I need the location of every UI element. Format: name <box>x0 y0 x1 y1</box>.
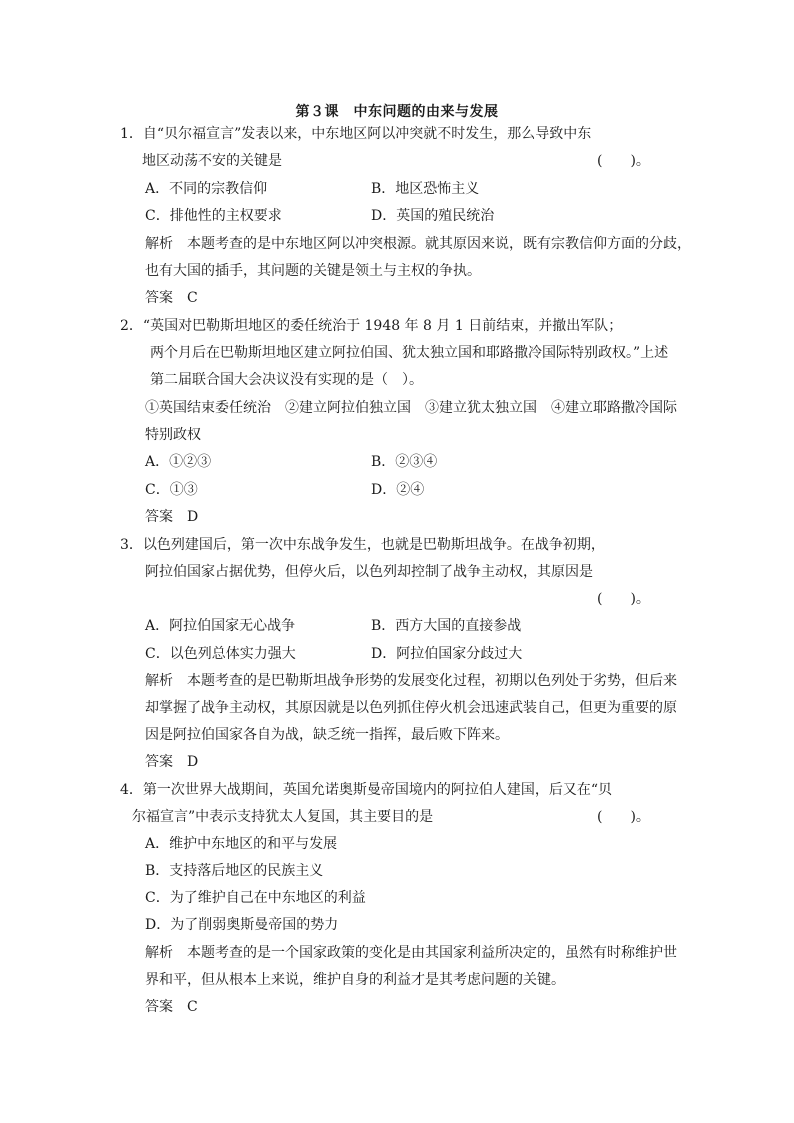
q4-analysis-line1: 解析 本题考查的是一个国家政策的变化是由其国家利益所决定的，虽然有时称维护世 <box>145 945 677 961</box>
q4-option-d: D．为了削弱奥斯曼帝国的势力 <box>145 917 339 933</box>
q3-stem-line2: 阿拉伯国家占据优势，但停火后，以色列却控制了战争主动权，其原因是 <box>145 564 593 580</box>
q2-option-b: B．②③④ <box>371 454 438 470</box>
q2-stem-line3: 第二届联合国大会决议没有实现的是（ ）。 <box>150 372 423 388</box>
q3-analysis-line1: 解析 本题考查的是巴勒斯坦战争形势的发展变化过程，初期以色列处于劣势，但后来 <box>145 673 677 689</box>
q2-option-c: C．①③ <box>145 482 198 498</box>
q3-answer-blank: ( )。 <box>597 591 650 607</box>
q3-option-c: C．以色列总体实力强大 <box>145 646 296 662</box>
q1-option-b: B．地区恐怖主义 <box>371 181 480 197</box>
q3-option-b: B．西方大国的直接参战 <box>371 618 522 634</box>
q4-option-b: B．支持落后地区的民族主义 <box>145 863 324 879</box>
q1-answer-blank: ( )。 <box>597 153 650 169</box>
q3-analysis-line2: 却掌握了战争主动权，其原因就是以色列抓住停火机会迅速武装自己，但更为重要的原 <box>145 700 677 716</box>
q3-stem-line1: 3．以色列建国后，第一次中东战争发生，也就是巴勒斯坦战争。在战争初期， <box>120 537 605 553</box>
q3-option-d: D．阿拉伯国家分歧过大 <box>371 646 523 662</box>
q2-answer: 答案 D <box>145 509 199 525</box>
q1-analysis-line1: 解析 本题考查的是中东地区阿以冲突根源。就其原因来说，既有宗教信仰方面的分歧， <box>145 236 691 252</box>
q2-items-line1: ①英国结束委任统治 ②建立阿拉伯独立国 ③建立犹太独立国 ④建立耶路撒冷国际 <box>145 400 677 416</box>
q4-option-c: C．为了维护自己在中东地区的利益 <box>145 890 366 906</box>
q4-stem-line2: 尔福宣言”中表示支持犹太人复国，其主要目的是 <box>132 809 434 825</box>
q2-stem-line1: 2．“英国对巴勒斯坦地区的委任统治于 1948 年 8 月 1 日前结束，并撤出军队； <box>120 318 623 334</box>
q1-answer: 答案 C <box>145 290 198 306</box>
q1-stem-line1: 1．自“贝尔福宣言”发表以来，中东地区阿以冲突就不时发生，那么导致中东 <box>120 126 592 142</box>
q4-stem-line1: 4．第一次世界大战期间，英国允诺奥斯曼帝国境内的阿拉伯人建国，后又在“贝 <box>120 782 613 798</box>
q2-option-d: D．②④ <box>371 482 425 498</box>
q1-option-c: C．排他性的主权要求 <box>145 208 282 224</box>
q1-analysis-line2: 也有大国的插手，其问题的关键是领土与主权的争执。 <box>145 263 481 279</box>
q2-option-a: A．①②③ <box>145 454 212 470</box>
q4-answer-blank: ( )。 <box>597 809 650 825</box>
q1-option-d: D．英国的殖民统治 <box>371 208 495 224</box>
q1-stem-line2: 地区动荡不安的关键是 <box>142 153 282 169</box>
q3-option-a: A．阿拉伯国家无心战争 <box>145 618 296 634</box>
q3-answer: 答案 D <box>145 754 199 770</box>
q3-analysis-line3: 因是阿拉伯国家各自为战，缺乏统一指挥，最后败下阵来。 <box>145 727 509 743</box>
q1-option-a: A．不同的宗教信仰 <box>145 181 268 197</box>
q2-stem-line2: 两个月后在巴勒斯坦地区建立阿拉伯国、犹太独立国和耶路撒冷国际特别政权。”上述 <box>150 345 669 361</box>
q2-items-line2: 特别政权 <box>145 427 201 443</box>
q4-option-a: A．维护中东地区的和平与发展 <box>145 836 338 852</box>
lesson-title: 第３课 中东问题的由来与发展 <box>295 104 499 120</box>
q4-analysis-line2: 界和平，但从根本上来说，维护自身的利益才是其考虑问题的关键。 <box>145 972 565 988</box>
q4-answer: 答案 C <box>145 999 198 1015</box>
